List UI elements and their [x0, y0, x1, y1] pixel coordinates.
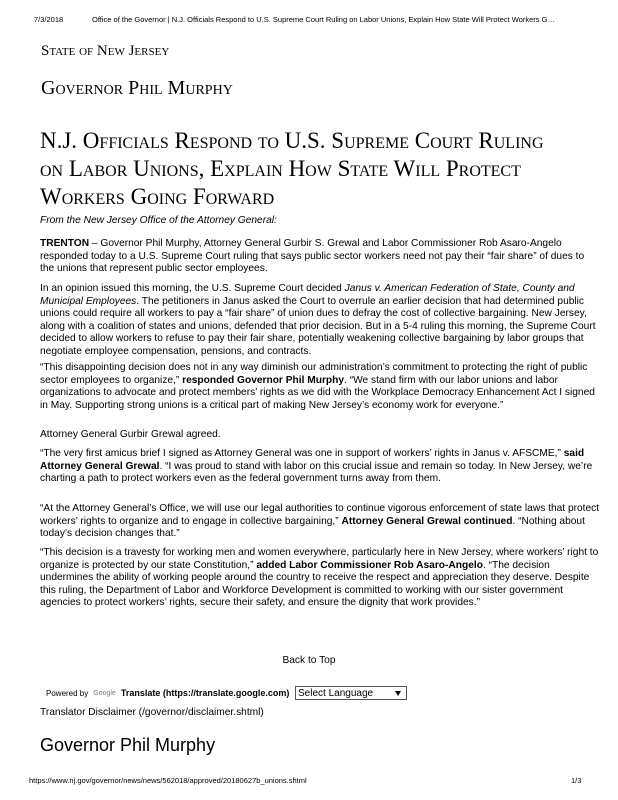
- paragraph-3-text-b: . “We stand firm with our labor unions and labor organizations to advocate and protect members’ rights as we did with the Workplace Democracy Enhancement Act I signed in May. Supporting strong unions is a critical part of making New Jersey’s economy work for everyone.”: [40, 374, 595, 411]
- dateline: TRENTON: [40, 238, 90, 249]
- article-title-line3: Workers Going Forward: [40, 184, 275, 209]
- paragraph-6: [40, 503, 600, 541]
- quote-attribution: said Attorney General Grewal: [40, 448, 585, 472]
- select-language-value: Select Language: [298, 688, 374, 699]
- paragraph-7-text-a: “This decision is a travesty for working men and women everywhere, particularly here in New Jersey, where workers’ right to organize is protected by our state Constitution,”: [40, 547, 599, 571]
- quote-attribution: Attorney General Grewal continued: [341, 515, 513, 527]
- paragraph-2-text-b: . The petitioners in Janus asked the Court to overrule an earlier decision that had determined public unions could require all workers to pay a “fair share” of union dues to defray the cost of collective bargaining. New Jersey, along with a coalition of states and unions, defended that prior decision. But in a 5-4 ruling this morning, the Supreme Court decided to allow workers to refuse to pay their fair share, potentially weakening collective bargaining by labor groups that negotiate employee compensation, pensions, and contracts.: [40, 295, 596, 357]
- article-title: [40, 127, 544, 211]
- paragraph-6-text-a: “At the Attorney General’s Office, we will use our legal authorities to continue vigorous enforcement of state laws that protect workers’ rights to organize and to engage in collective bargaining,”: [40, 503, 600, 527]
- paragraph-6-text-b: . “Nothing about today’s decision changes that.”: [40, 515, 585, 540]
- google-translate-link[interactable]: Translate (https://translate.google.com): [120, 688, 290, 698]
- governor-name-link[interactable]: Governor Phil Murphy: [41, 77, 233, 99]
- translate-widget: [46, 688, 289, 698]
- article-title-line1: N.J. Officials Respond to U.S. Supreme Court Ruling: [40, 128, 544, 153]
- paragraph-3: [40, 362, 600, 412]
- paragraph-5-text-b: . “I was proud to stand with labor on this crucial issue and remain so today. In New Jersey, we’re charting a path to protect workers even as the federal government turns away from them.: [40, 460, 593, 485]
- article-title-line2: on Labor Unions, Explain How State Will Protect: [40, 156, 521, 181]
- paragraph-3-text-a: “This disappointing decision does not in any way diminish our administration’s commitment to protecting the right of public sector employees to organize,”: [40, 362, 588, 386]
- translator-disclaimer-link[interactable]: Translator Disclaimer (/governor/disclaimer.shtml): [40, 707, 264, 718]
- paragraph-7-text-b: . “The decision undermines the ability of working people around the country to receive the respect and appreciation they deserve. Despite this ruling, the Department of Labor and Workforce Development is committed to working with our sister government agencies to protect workers’ rights, secure their safety, and ensure the dignity that work provides.”: [40, 559, 590, 609]
- quote-attribution: responded Governor Phil Murphy: [182, 374, 345, 386]
- print-url: https://www.nj.gov/governor/news/news/562018/approved/20180627b_unions.shtml: [29, 776, 307, 785]
- paragraph-1-text: – Governor Phil Murphy, Attorney General Gurbir S. Grewal and Labor Commissioner Rob Asaro-Angelo responded today to a U.S. Supreme Court ruling that says public sector workers need not pay their “fair share” of dues to the unions that represent public sector employees.: [40, 238, 585, 275]
- print-page-number: 1/3: [571, 776, 582, 785]
- google-logo: Google: [93, 689, 116, 697]
- article-source: From the New Jersey Office of the Attorney General:: [40, 215, 277, 226]
- state-name-link[interactable]: State of New Jersey: [41, 43, 170, 59]
- chevron-down-icon: [395, 691, 401, 696]
- governor-footer-heading: Governor Phil Murphy: [40, 735, 216, 755]
- paragraph-2-text-a: In an opinion issued this morning, the U.S. Supreme Court decided: [40, 283, 345, 294]
- case-name: Janus v. American Federation of State, County and Municipal Employees: [40, 283, 575, 307]
- select-language-dropdown[interactable]: [295, 686, 407, 700]
- print-page-title: Office of the Governor | N.J. Officials Respond to U.S. Supreme Court Ruling on Labor Unions, Explain How State Will Protect Workers G…: [92, 15, 555, 24]
- quote-attribution: added Labor Commissioner Rob Asaro-Angelo: [256, 559, 483, 571]
- paragraph-5: [40, 448, 600, 486]
- paragraph-5-text-a: “The very first amicus brief I signed as Attorney General was one in support of workers’ rights in Janus v. AFSCME,”: [40, 448, 564, 459]
- paragraph-7: [40, 547, 600, 610]
- powered-by-text: Powered by: [46, 688, 89, 698]
- back-to-top-link[interactable]: Back to Top: [282, 655, 336, 666]
- paragraph-4: Attorney General Gurbir Grewal agreed.: [40, 429, 221, 440]
- paragraph-1: [40, 238, 600, 276]
- paragraph-2: [40, 283, 600, 359]
- print-date: 7/3/2018: [34, 15, 64, 24]
